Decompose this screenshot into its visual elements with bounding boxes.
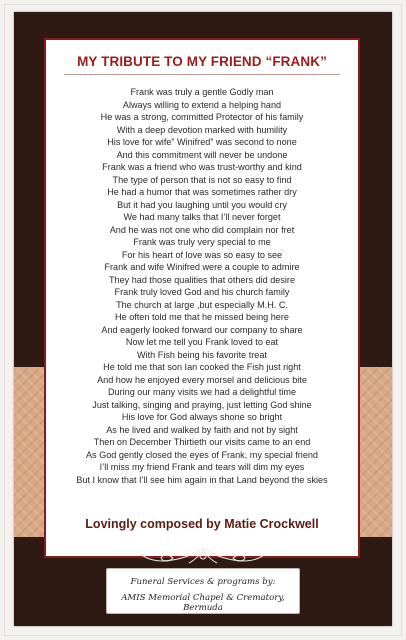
poem-line: As he lived and walked by faith and not by sight [106,424,298,435]
poem-title: MY TRIBUTE TO MY FRIEND “FRANK” [77,54,327,69]
poem-line: With Fish being his favorite treat [137,349,267,360]
footer-line-2: AMIS Memorial Chapel & Crematory, Bermuda [121,593,285,613]
poem-line: But it had you laughing until you would cry [117,199,287,210]
poem-line: Frank and wife Winifred were a couple to admire [104,262,300,272]
poem-line: Frank was truly very special to me [133,237,271,247]
poem-line: The type of person that is not so easy to find [112,174,292,185]
poem-lines [50,86,354,486]
poem-line: Then on December Thirtieth our visits came to an end [93,437,311,447]
poem-line: As God gently closed the eyes of Frank, my special friend [85,449,318,460]
poem-line: With a deep devotion marked with humility [116,124,288,135]
poem-line: And how he enjoyed every morsel and delicious bite [97,374,307,385]
poem-line: I’ll miss my friend Frank and tears will dim my eyes [99,462,305,472]
poem-line: We had many talks that I’ll never forget [123,212,281,222]
poem-line: And eagerly looked forward our company to share [101,324,303,335]
poem-line: He had a humor that was sometimes rather dry [107,187,297,197]
footer-line-1: Funeral Services & programs by: [130,577,276,587]
poem-line: They had those qualities that others did desire [108,274,296,285]
poem-line: His love for God always shone so bright [121,412,283,422]
ornament-flourish-icon [123,546,283,566]
poem-line: During our many visits we had a delightful time [107,387,297,397]
poem-line: Frank was a friend who was trust-worthy and kind [102,162,302,172]
poem-line: Frank was truly a gentle Godly man [130,87,274,97]
poem-line: The church at large ,but especially M.H. C. [116,299,288,310]
signature: Lovingly composed by Matie Crockwell [85,517,319,531]
poem-line: He told me that son Ian cooked the Fish just right [103,362,301,372]
poem-line: Just talking, singing and praying, just letting God shine [92,399,312,410]
memorial-card [14,12,392,626]
poem-line: He was a strong, committed Protector of his family [100,112,304,122]
poem-line: And this commitment will never be undone [116,149,288,160]
tribute-panel [44,38,360,558]
poem-line: Always willing to extend a helping hand [122,99,282,110]
title-divider [64,74,340,75]
poem-line: But I know that I’ll see him again in that Land beyond the skies [76,474,328,485]
poem-line: He often told me that he missed being here [115,312,289,322]
poem-line: For his heart of love was so easy to see [121,249,283,260]
poem-line: Now let me tell you Frank loved to eat [125,337,279,347]
poem-line: Frank truly loved God and his church family [114,287,290,297]
funeral-services-box [106,568,300,614]
poem-line: And he was not one who did complain nor fret [109,224,295,235]
poem-line: His love for wife” Winifred” was second to none [107,137,297,147]
